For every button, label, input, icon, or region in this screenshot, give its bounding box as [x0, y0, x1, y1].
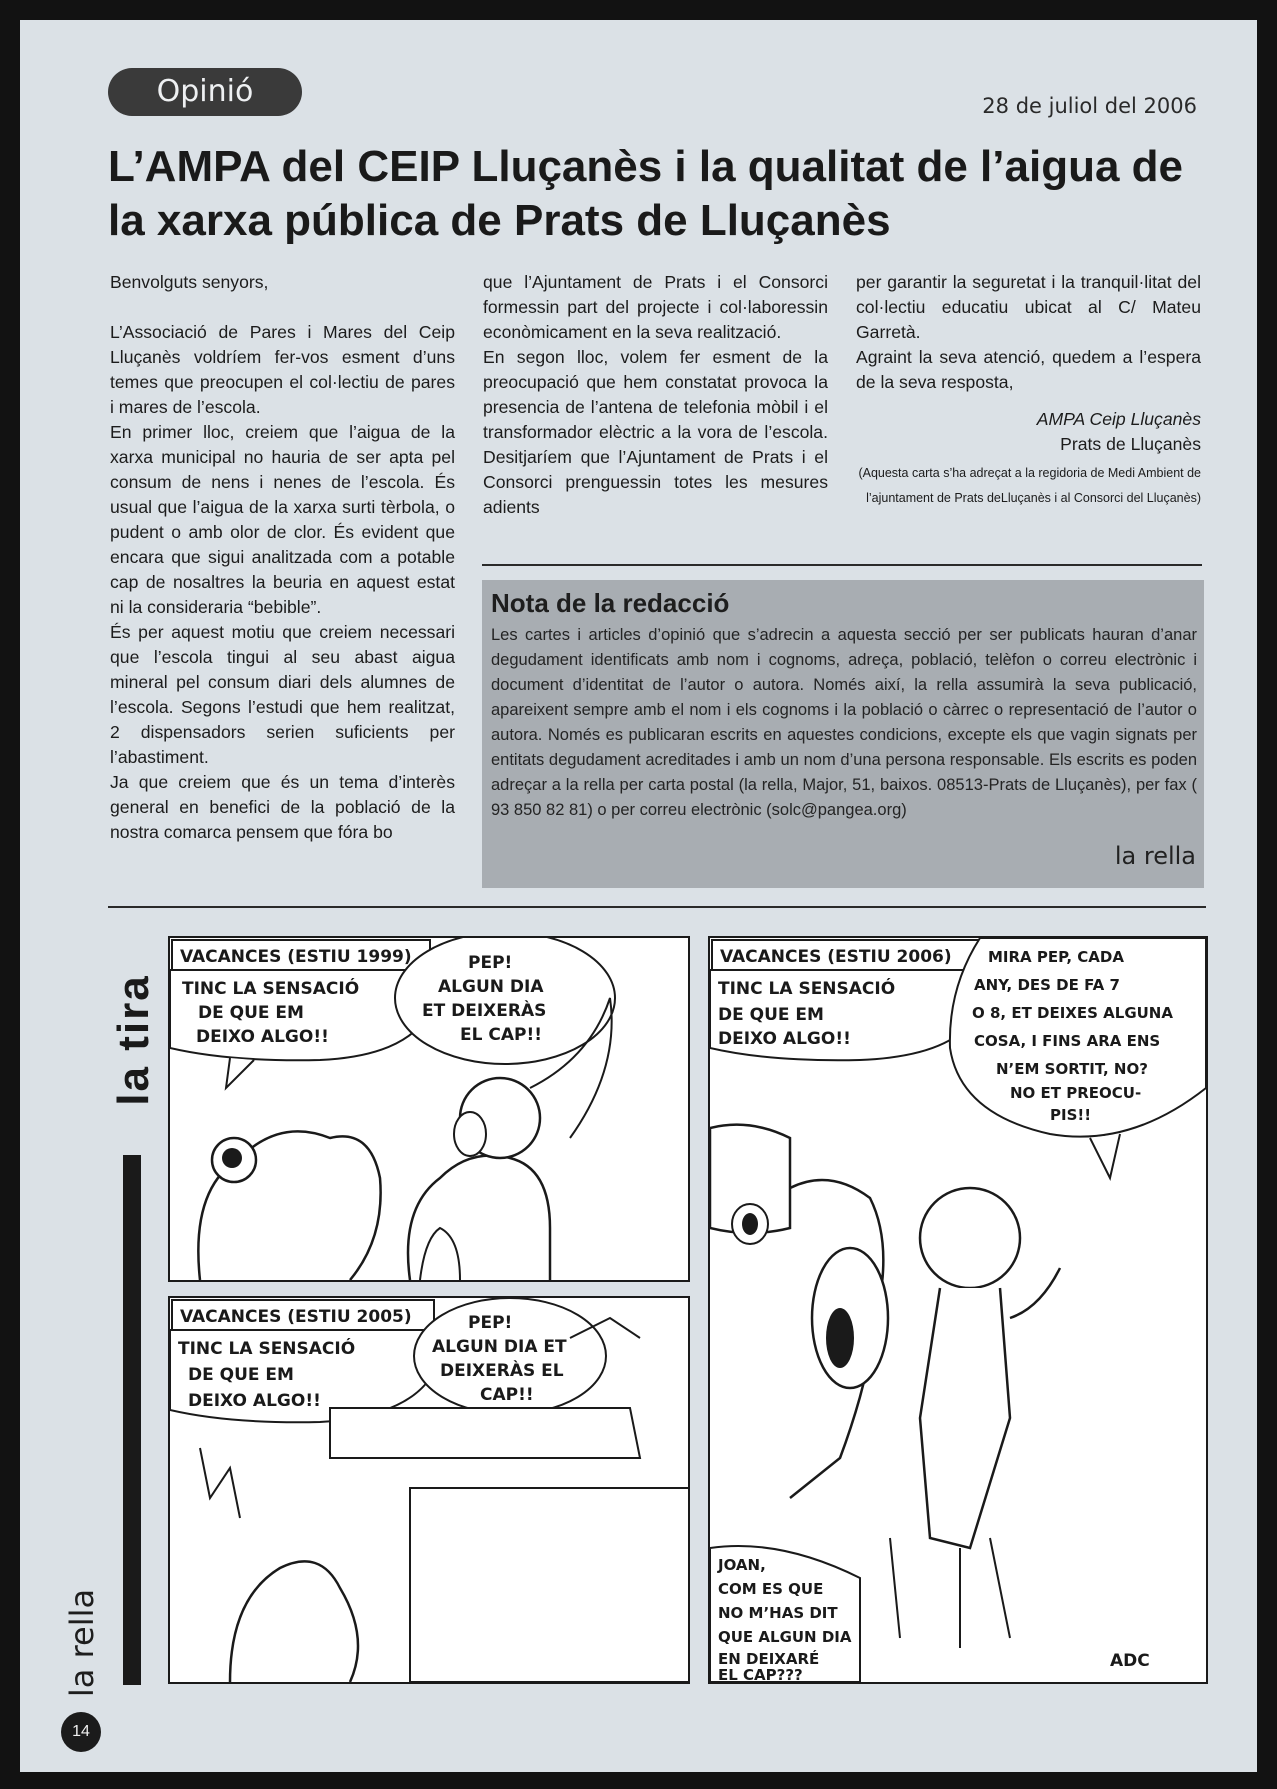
- comic-panel-3-art: [710, 938, 1206, 1682]
- speech-line: NO M’HAS DIT: [718, 1604, 838, 1622]
- speech-line: DE QUE EM: [188, 1365, 294, 1385]
- signature-place: Prats de Lluçanès: [1060, 434, 1201, 454]
- speech-line: ET DEIXERÀS: [422, 1001, 547, 1021]
- speech-line: DEIXO ALGO!!: [196, 1027, 329, 1047]
- comic-section-label: [108, 940, 160, 1140]
- comic-panel-1: [168, 936, 690, 1282]
- speech-line: NO ET PREOCU-: [1010, 1084, 1142, 1102]
- panel-caption: VACANCES (ESTIU 2005): [180, 1307, 412, 1327]
- section-divider: [108, 906, 1206, 908]
- editorial-note-title: Nota de la redacció: [491, 588, 730, 618]
- article-paragraph: Ja que creiem que és un tema d’interès general en benefici de la població de la nostra comarca pensem que fóra bo: [110, 772, 455, 842]
- comic-author-signature: ADC: [1110, 1651, 1150, 1671]
- article-paragraph: que l’Ajuntament de Prats i el Consorci formessin part del projecte i col·laboressin econòmicament en la seva realització.: [483, 272, 828, 342]
- comic-panel-3: [708, 936, 1208, 1684]
- section-label: Opinió: [108, 68, 302, 116]
- speech-line: PIS!!: [1050, 1106, 1092, 1124]
- issue-date: 28 de juliol del 2006: [982, 94, 1197, 118]
- article-paragraph: Agraint la seva atenció, quedem a l’espera de la seva resposta,: [856, 347, 1201, 392]
- publication-brand-text: la rella: [63, 1588, 101, 1698]
- article-paragraph: per garantir la seguretat i la tranquil·litat del col·lectiu educatiu ubicat al C/ Mateu Garretà.: [856, 272, 1201, 342]
- article-column-3: [856, 270, 1201, 511]
- speech-line: DEIXERÀS EL: [440, 1361, 564, 1381]
- publication-brand: [52, 1588, 112, 1698]
- speech-line: COSA, I FINS ARA ENS: [974, 1032, 1161, 1050]
- speech-line: ANY, DES DE FA 7: [974, 976, 1120, 994]
- speech-line: QUE ALGUN DIA: [718, 1628, 852, 1646]
- speech-line: EL CAP???: [718, 1666, 803, 1682]
- comic-panel-1-art: [170, 938, 688, 1280]
- comic-section-label-text: la tira: [109, 974, 158, 1106]
- comic-panel-2: [168, 1296, 690, 1684]
- speech-line: JOAN,: [718, 1556, 766, 1574]
- signature-note: (Aquesta carta s’ha adreçat a la regidoria de Medi Ambient de l’ajuntament de Prats deLluçanès i al Consorci del Lluçanès): [858, 466, 1201, 505]
- editorial-note-box: [482, 580, 1204, 888]
- panel-caption: VACANCES (ESTIU 1999): [180, 947, 412, 967]
- article-paragraph: És per aquest motiu que creiem necessari que l’escola tingui al seu abast aigua mineral pel consum diari dels alumnes de l’escola. Segons l’estudi que hem realitzat, 2 dispensadors serien suficients per l’abastiment.: [110, 622, 455, 767]
- article-paragraph: Benvolguts senyors,: [110, 272, 269, 292]
- comic-panel-2-art: [170, 1298, 688, 1682]
- column-divider: [482, 564, 1202, 566]
- page-number: 14: [61, 1712, 101, 1752]
- speech-line: DE QUE EM: [718, 1005, 824, 1025]
- speech-line: DEIXO ALGO!!: [188, 1391, 321, 1411]
- speech-line: DE QUE EM: [198, 1003, 304, 1023]
- comic-section-bar: [123, 1155, 141, 1685]
- speech-line: TINC LA SENSACIÓ: [182, 979, 360, 999]
- speech-line: TINC LA SENSACIÓ: [718, 979, 896, 999]
- signature-organization: AMPA Ceip Lluçanès: [1036, 409, 1201, 429]
- article-column-2: [483, 270, 828, 520]
- speech-line: DEIXO ALGO!!: [718, 1029, 851, 1049]
- speech-line: O 8, ET DEIXES ALGUNA: [972, 1004, 1173, 1022]
- speech-line: EN DEIXARÉ: [718, 1650, 820, 1668]
- speech-line: ALGUN DIA ET: [432, 1337, 567, 1357]
- editorial-note-body: Les cartes i articles d’opinió que s’adrecin a aquesta secció per ser publicats hauran d’anar degudament identificats amb nom i cognoms, adreça, població, telèfon o correu electrònic i document d’identitat de l’autor o autora. Només així, la rella assumirà la seva publicació, apareixent sempre amb el nom i els cognoms i la població o càrrec o representació de l’autor o autora. Només es publicaran escrits en aquestes condicions, excepte els que vagin signats per entitats degudament acreditades i amb un nom d’una persona responsable. Els escrits es poden adreçar a la rella per carta postal (la rella, Major, 51, baixos. 08513-Prats de Lluçanès), per fax ( 93 850 82 81) o per correu electrònic (solc@pangea.org): [491, 626, 1197, 819]
- speech-line: COM ES QUE: [718, 1580, 824, 1598]
- speech-line: N’EM SORTIT, NO?: [996, 1060, 1148, 1078]
- article-paragraph: En segon lloc, volem fer esment de la preocupació que hem constatat provoca la presencia de l’antena de telefonia mòbil i el transformador elèctric a la vora de l’escola. Desitjaríem que l’Ajuntament de Prats i el Consorci prenguessin totes les mesures adients: [483, 347, 828, 517]
- speech-line: ALGUN DIA: [438, 977, 544, 997]
- article-paragraph: En primer lloc, creiem que l’aigua de la xarxa municipal no hauria de ser apta pel consum de nens i nenes de l’escola. És usual que l’aigua de la xarxa surti tèrbola, o pudent o amb olor de clor. És evident que encara que sigui analitzada com a potable cap de nosaltres la beuria en aquest estat ni la consideraria “bebible”.: [110, 422, 455, 617]
- article-title: L’AMPA del CEIP Lluçanès i la qualitat de l’aigua de la xarxa pública de Prats de Lluçanès: [108, 142, 1183, 245]
- speech-line: PEP!: [468, 953, 513, 973]
- speech-line: TINC LA SENSACIÓ: [178, 1339, 356, 1359]
- speech-line: EL CAP!!: [460, 1025, 542, 1045]
- speech-line: PEP!: [468, 1313, 513, 1333]
- article-column-1: [110, 270, 455, 845]
- speech-line: MIRA PEP, CADA: [988, 948, 1124, 966]
- speech-line: CAP!!: [480, 1385, 534, 1405]
- editorial-note-signature: la rella: [1114, 842, 1196, 870]
- panel-caption: VACANCES (ESTIU 2006): [720, 947, 952, 967]
- article-paragraph: L’Associació de Pares i Mares del Ceip Lluçanès voldríem fer-vos esment d’uns temes que preocupen el col·lectiu de pares i mares de l’escola.: [110, 322, 455, 417]
